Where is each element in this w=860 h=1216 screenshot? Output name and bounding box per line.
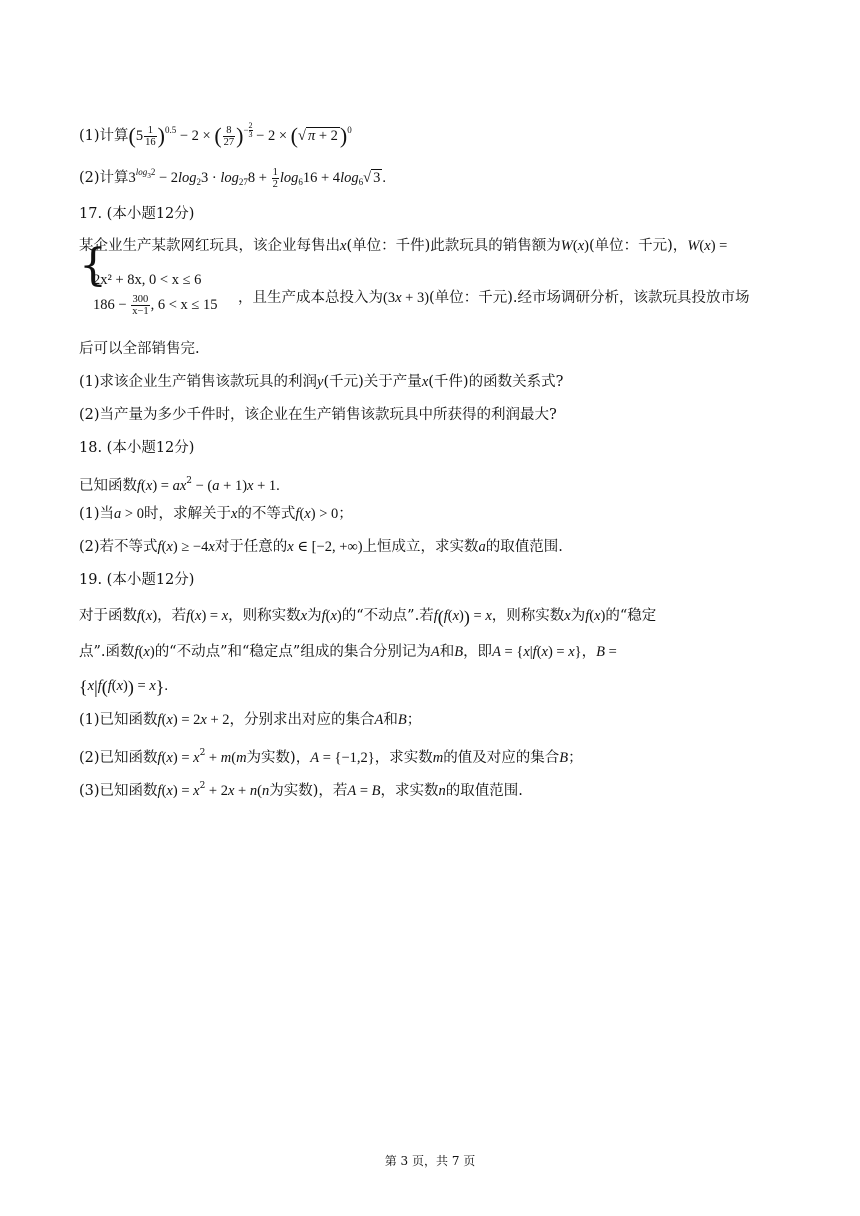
- q17-stem-line1: 某企业生产某款网红玩具，该企业每售出x(单位：千件)此款玩具的销售额为W(x)(单位：千元)，W(x) =: [79, 238, 728, 254]
- q17-brace: {: [79, 240, 107, 291]
- q16-p1-label: (1)计算: [79, 128, 129, 144]
- q19-title: 19. (本小题12分): [79, 572, 195, 588]
- q16-p2-label: (2)计算: [79, 170, 129, 186]
- q19-stem-line3: {x|f(f(x)) = x}.: [79, 677, 169, 697]
- q18-part2: (2)若不等式f(x) ≥ −4x对于任意的x ∈ [−2, +∞)上恒成立，求实数a的取值范围.: [79, 539, 563, 555]
- q19-part1: (1)已知函数f(x) = 2x + 2，分别求出对应的集合A和B；: [79, 712, 422, 728]
- q17-stem-line3: 后可以全部销售完.: [79, 341, 200, 357]
- q17-part1: (1)求该企业生产销售该款玩具的利润y(千元)关于产量x(千件)的函数关系式?: [79, 374, 564, 390]
- q17-part2: (2)当产量为多少千件时，该企业在生产销售该款玩具中所获得的利润最大?: [79, 407, 557, 423]
- q19-part2: (2)已知函数$f(x) = x^2 + m(m$为实数)，A = {−1,2}，求实数m的值及对应的集合B；: [79, 748, 583, 766]
- q19-stem-line1: 对于函数f(x)，若f(x) = x，则称实数x为f(x)的“不动点”.若f(f(x)) = x，则称实数x为f(x)的“稳定: [79, 607, 657, 627]
- q18-title: 18. (本小题12分): [79, 440, 195, 456]
- q17-piece1: 2x² + 8x, 0 < x ≤ 6: [93, 272, 202, 288]
- q17-stem-line2: ，且生产成本总投入为(3x + 3)(单位：千元).经市场调研分析，该款玩具投放市场: [238, 290, 750, 306]
- q18-stem: 已知函数$f(x) = ax^2 - (a + 1)x + 1$.: [79, 476, 280, 494]
- q16-part1: (1)计算(5 $\frac{1}{16}$ )$^{0.5}$ − 2 × ( $\frac{8}{27}$ )$^{- \frac{2}{3}}$ − 2 × (√ π + 2)$^0$: [79, 121, 352, 149]
- q18-part1: (1)当a > 0时，求解关于x的不等式f(x) > 0；: [79, 506, 353, 522]
- q16-part2: (2)计算$3^{log_32} - 2\log_23 \cdot \log_{27}8$ + $\frac{1}{2}$ $\log_616 + 4\log_6√$ 3 .: [79, 167, 386, 191]
- q19-part3: (3)已知函数$f(x) = x^2 + 2x + n(n$为实数)，若A = B，求实数n的取值范围.: [79, 781, 523, 799]
- q17-title: 17. (本小题12分): [79, 206, 195, 222]
- q17-piece2: 186 − $\frac{300}{x-1}$ , 6 < x ≤ 15: [93, 294, 218, 317]
- page-footer: 第 3 页，共 7 页: [384, 1154, 476, 1168]
- q19-stem-line2: 点”.函数f(x)的“不动点”和“稳定点”组成的集合分别记为A和B，即A = {x|f(x) = x}，B =: [79, 644, 617, 660]
